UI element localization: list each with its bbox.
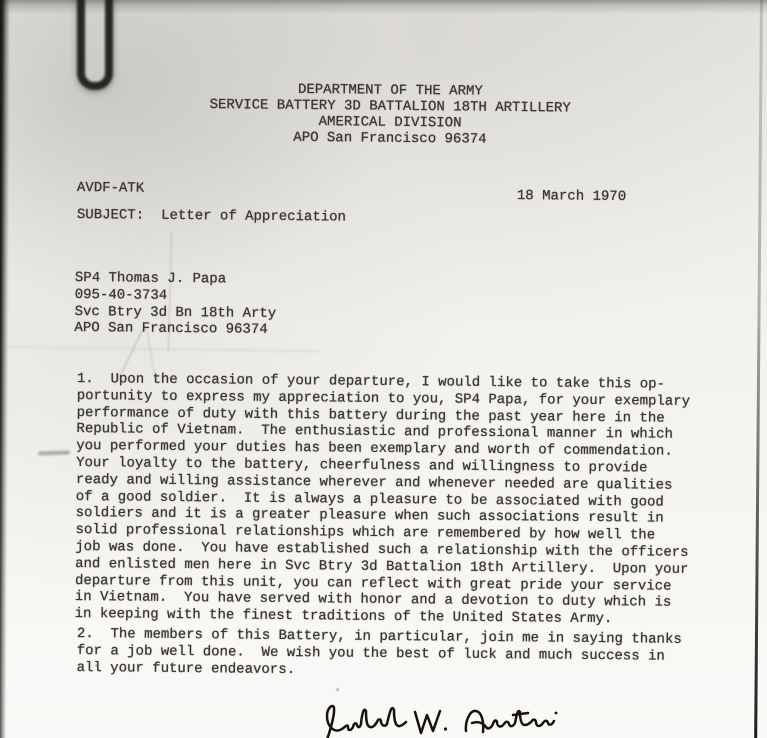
recipient-unit: Svc Btry 3d Bn 18th Arty [74, 303, 277, 322]
letter-date: 18 March 1970 [516, 188, 627, 206]
letterhead-line-department: DEPARTMENT OF THE ARMY [297, 81, 483, 100]
paper-clip [77, 0, 113, 90]
recipient-apo: APO San Francisco 96374 [74, 320, 268, 339]
signature-stroke-last-name [466, 711, 554, 732]
scan-top-edge-shadow [0, 0, 767, 14]
body-paragraph-2: 2. The members of this Battery, in particular, join me in saying thanks for a job well done. We wish you the best of luck and much success in all your future endeavors. [76, 626, 682, 678]
letterhead-line-apo: APO San Francisco 96374 [293, 130, 487, 148]
recipient-address [74, 270, 276, 339]
paper-speck [336, 688, 339, 691]
signature-i-dot [555, 712, 558, 715]
letterhead [0, 79, 767, 151]
subject-line [77, 207, 346, 226]
letterhead-line-division: AMERICAL DIVISION [318, 114, 462, 132]
paper-crease [0, 346, 320, 352]
signature-stroke-first-name [325, 706, 406, 738]
recipient-name: SP4 Thomas J. Papa [74, 270, 227, 288]
margin-smudge [38, 450, 70, 455]
recipient-service-number: 095-40-3734 [74, 286, 168, 304]
signature-handwriting [314, 701, 566, 738]
subject-label: SUBJECT: [76, 207, 145, 224]
subject-text: Letter of Appreciation [161, 207, 347, 226]
signature-period-dot [444, 727, 447, 730]
office-symbol: AVDF-ATK [76, 180, 145, 197]
body-paragraph-1: 1. Upon the occasion of your departure, I would like to take this op- portunity to express my appreciation to you, SP4 Papa, for your exemplary performance of duty with this battery during the past year here in the Republic of Vietnam. The enthusiastic and professional manner in which you performed your duties has been exemplary and worth of commendation. Your loyalty to the battery, cheerfulness and willingness to provide ready and willing assistance wherever and whenever needed are qualities of a good soldier. It is always a pleasure to be associated with good soldiers and it is a greater pleasure when such associations result in solid professional relationships which are remembered by how well the job was done. You have established such a relationship with the officers and enlisted men here in Svc Btry 3d Battalion 18th Artillery. Upon your departure from this unit, you can reflect with great pride your service in Vietnam. You have served with honor and a devotion to duty which is in keeping with the finest traditions of the United States Army. [74, 371, 691, 628]
letterhead-line-unit: SERVICE BATTERY 3D BATTALION 18TH ARTILLERY [209, 97, 571, 117]
signature-stroke-middle-initial [415, 711, 440, 733]
signature-t-crossbar [513, 713, 528, 715]
